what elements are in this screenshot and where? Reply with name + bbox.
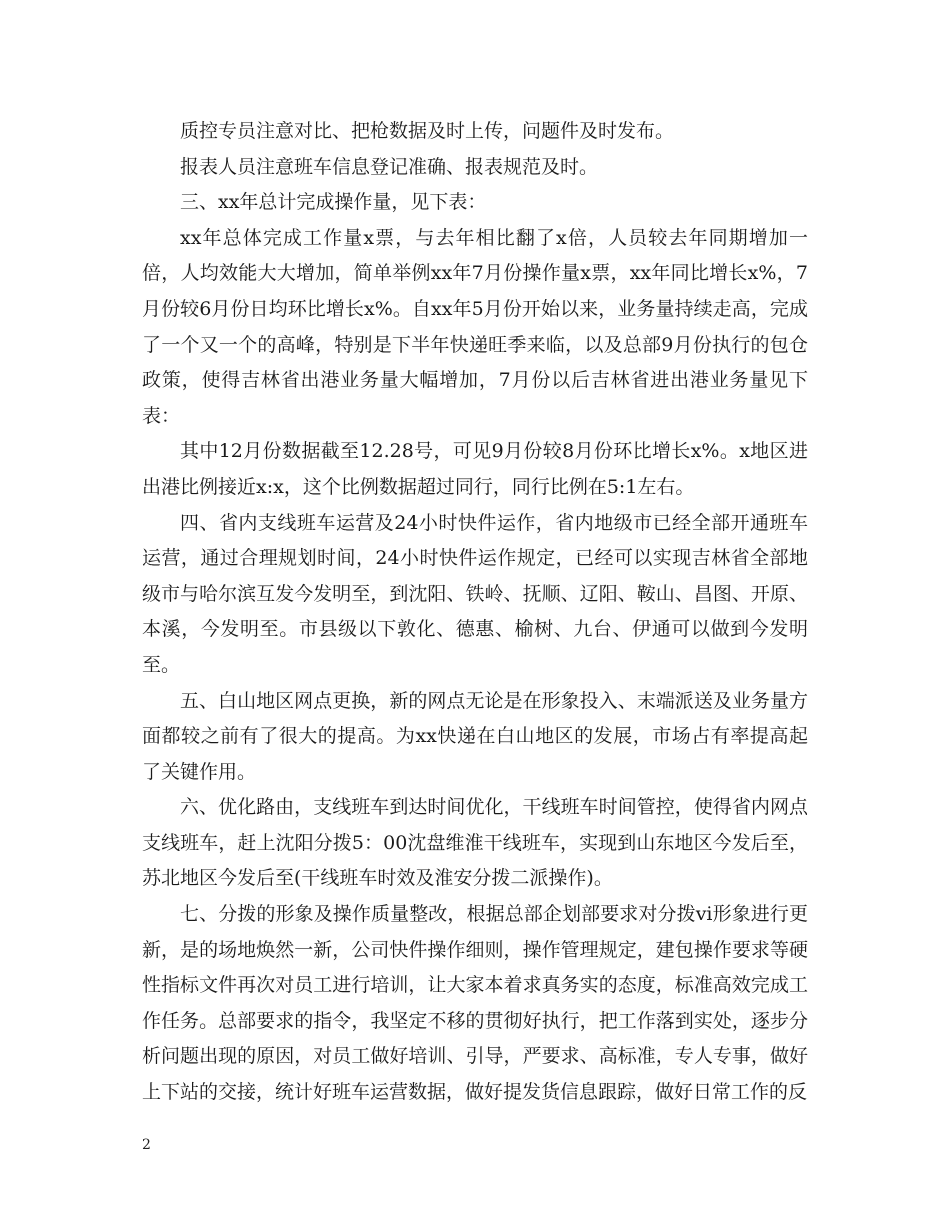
paragraph-quality-control: 质控专员注意对比、把枪数据及时上传，问题件及时发布。	[180, 120, 675, 142]
page-number: 2	[142, 1137, 151, 1153]
paragraph-section-five: 五、白山地区网点更换，新的网点无论是在形象投入、末端派送及业务量方面都较之前有了很大的提高。为xx快递在白山地区的发展，市场占有率提高起了关键作用。	[142, 689, 808, 783]
paragraph-section-six: 六、优化路由，支线班车到达时间优化，干线班车时间管控，使得省内网点支线班车，赶上沈阳分拨5：00沈盘维淮干线班车，实现到山东地区今发后至，苏北地区今发后至(干线班车时效及淮安分拨二派操作)。	[142, 796, 808, 890]
paragraph-section-three: 三、xx年总计完成操作量，见下表：	[180, 191, 487, 214]
document-body	[142, 114, 808, 1111]
paragraph-workload-summary: xx年总体完成工作量x票，与去年相比翻了x倍，人员较去年同期增加一倍，人均效能大大增加，简单举例xx年7月份操作量x票，xx年同比增长x%，7月份较6月份日均环比增长x%。自xx年5月份开始以来，业务量持续走高，完成了一个又一个的高峰，特别是下半年快递旺季来临，以及总部9月份执行的包仓政策，使得吉林省出港业务量大幅增加，7月份以后吉林省进出港业务量见下表：	[142, 226, 808, 427]
paragraph-section-seven: 七、分拨的形象及操作质量整改，根据总部企划部要求对分拨vi形象进行更新，是的场地焕然一新，公司快件操作细则，操作管理规定，建包操作要求等硬性指标文件再次对员工进行培训，让大家本着求真务实的态度，标准高效完成工作任务。总部要求的指令，我坚定不移的贯彻好执行，把工作落到实处，逐步分析问题出现的原因，对员工做好培训、引导，严要求、高标准，专人专事，做好上下站的交接，统计好班车运营数据，做好提发货信息跟踪，做好日常工作的反	[142, 903, 808, 1104]
paragraph-section-four: 四、省内支线班车运营及24小时快件运作，省内地级市已经全部开通班车运营，通过合理规划时间，24小时快件运作规定，已经可以实现吉林省全部地级市与哈尔滨互发今发明至，到沈阳、铁岭、抚顺、辽阳、鞍山、昌图、开原、本溪，今发明至。市县级以下敦化、德惠、榆树、九台、伊通可以做到今发明至。	[142, 511, 808, 676]
paragraph-december-data: 其中12月份数据截至12.28号，可见9月份较8月份环比增长x%。x地区进出港比例接近x:x，这个比例数据超过同行，同行比例在5:1左右。	[142, 440, 808, 498]
paragraph-report-staff: 报表人员注意班车信息登记准确、报表规范及时。	[180, 155, 599, 178]
